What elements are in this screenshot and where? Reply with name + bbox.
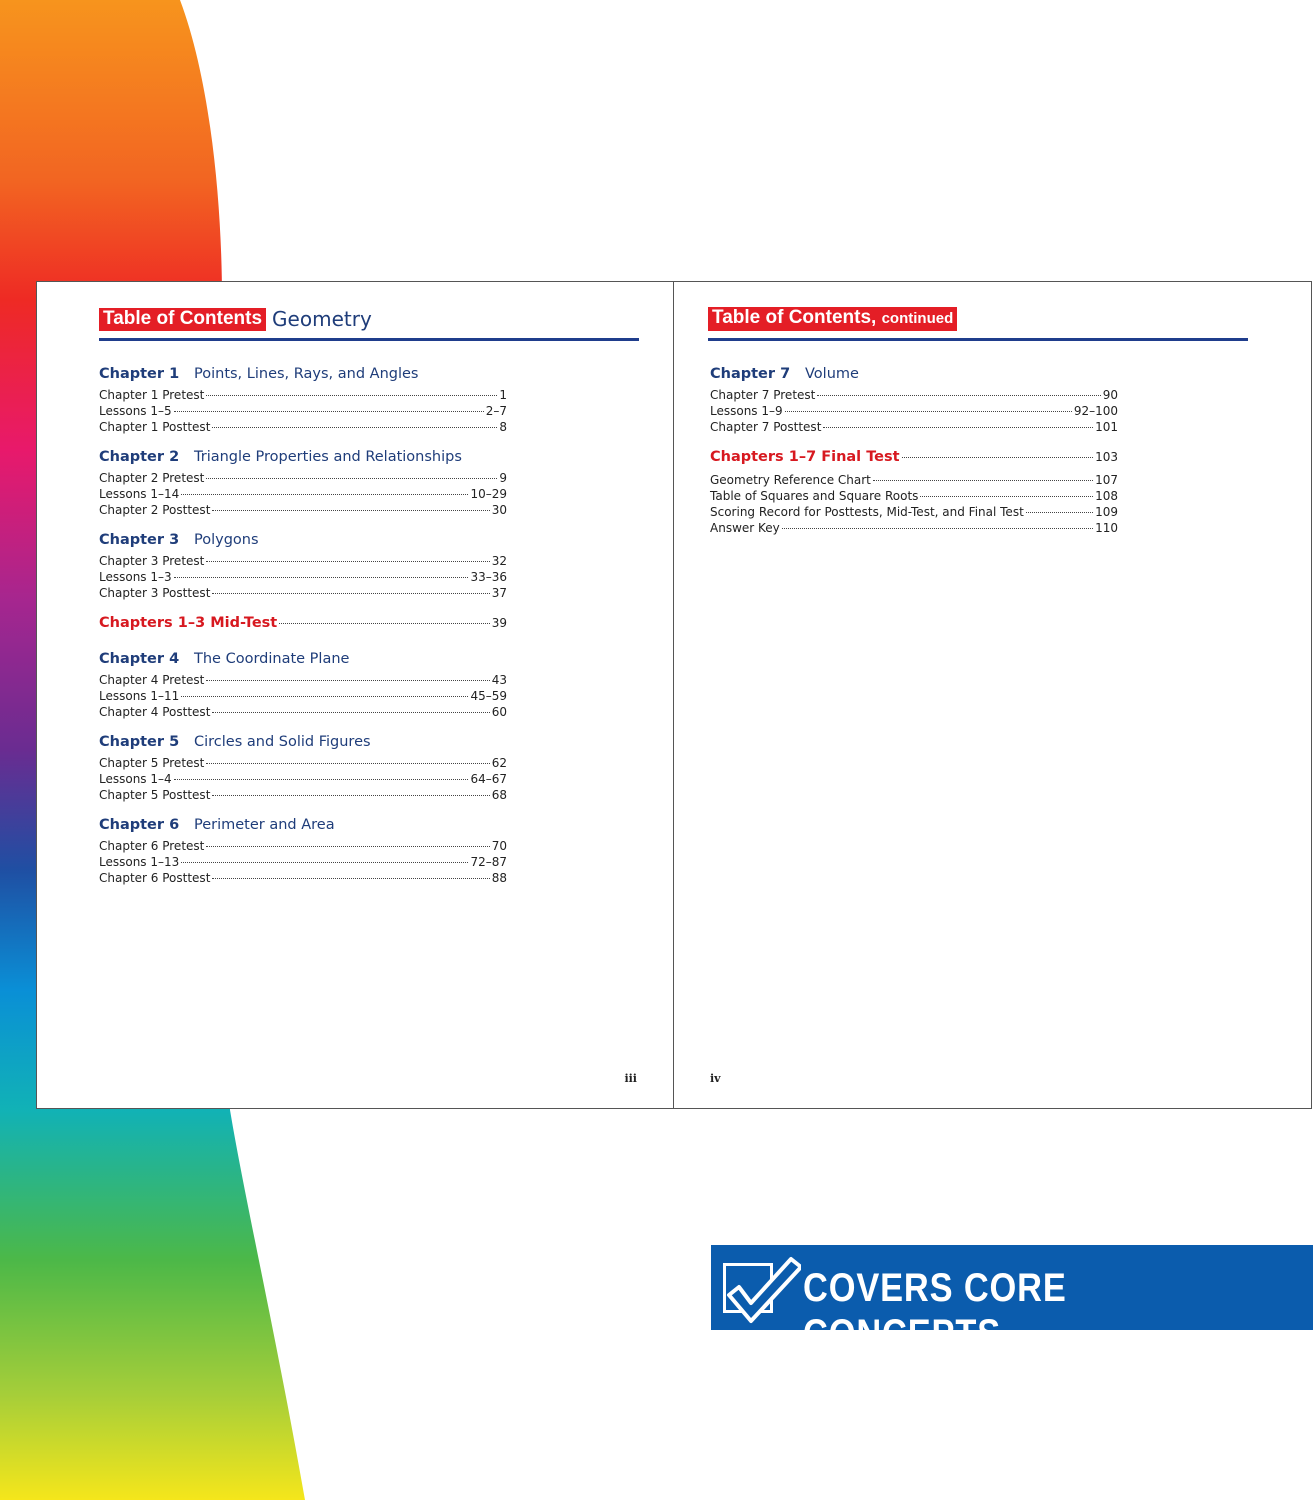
dot-leader: [817, 395, 1100, 396]
toc-entry: [99, 585, 507, 601]
entry-page: 110: [1095, 521, 1118, 535]
chapter-heading: [99, 733, 507, 751]
toc-entry: [99, 787, 507, 803]
toc-entry: [99, 387, 507, 403]
final-test-entry: [710, 448, 1118, 466]
dot-leader: [174, 779, 469, 780]
entry-label: Chapter 1 Posttest: [99, 420, 211, 434]
toc-entry: [99, 486, 507, 502]
toc-entry: [710, 403, 1118, 419]
toc-entry: [99, 419, 507, 435]
chapter-heading: [99, 365, 507, 383]
chapter-label: Chapter 4: [99, 651, 180, 667]
final-test-page: 103: [1095, 450, 1118, 464]
entry-label: Chapter 2 Pretest: [99, 471, 205, 485]
entry-label: Chapter 4 Pretest: [99, 673, 205, 687]
toc-entry: [710, 488, 1118, 504]
chapter-title: Points, Lines, Rays, and Angles: [194, 366, 419, 382]
entry-label: Chapter 5 Pretest: [99, 756, 205, 770]
toc-entry: [99, 672, 507, 688]
dot-leader: [206, 680, 489, 681]
checkmark-icon: [721, 1251, 801, 1326]
chapter-title: Polygons: [194, 532, 259, 548]
entry-label: Chapter 6 Posttest: [99, 871, 211, 885]
entry-label: Chapter 3 Pretest: [99, 554, 205, 568]
dot-leader: [920, 496, 1093, 497]
toc-entry: [99, 688, 507, 704]
toc-entry: [710, 472, 1118, 488]
chapter-label: Chapter 1: [99, 366, 180, 382]
toc-entry: [99, 470, 507, 486]
toc-entry: [710, 387, 1118, 403]
entry-page: 109: [1095, 505, 1118, 519]
toc-list: [710, 365, 1118, 536]
mid-test-entry: [99, 614, 507, 632]
dot-leader: [206, 846, 489, 847]
entry-page: 9: [499, 471, 507, 485]
dot-leader: [212, 878, 489, 879]
chapter-title: The Coordinate Plane: [194, 651, 350, 667]
header-rule: [708, 338, 1248, 341]
header-rule: [99, 338, 639, 341]
page-number: iv: [710, 1072, 721, 1085]
book-spread: [36, 281, 1312, 1109]
entry-page: 62: [491, 756, 507, 770]
dot-leader: [212, 510, 489, 511]
entry-page: 107: [1095, 473, 1118, 487]
entry-label: Lessons 1–9: [710, 404, 783, 418]
entry-label: Chapter 7 Pretest: [710, 388, 816, 402]
entry-label: Lessons 1–14: [99, 487, 180, 501]
entry-label: Scoring Record for Posttests, Mid-Test, and Final Test: [710, 505, 1024, 519]
toc-header: [708, 307, 1248, 339]
chapter-heading: [99, 448, 507, 466]
toc-header: [99, 307, 639, 339]
chapter-section: [99, 650, 507, 720]
entry-page: 60: [491, 705, 507, 719]
toc-entry: [99, 838, 507, 854]
entry-page: 10–29: [470, 487, 507, 501]
chapter-label: Chapter 3: [99, 532, 180, 548]
toc-badge: Table of Contents: [99, 308, 266, 331]
dot-leader: [279, 623, 489, 624]
chapter-title: Volume: [805, 366, 859, 382]
entry-label: Lessons 1–13: [99, 855, 180, 869]
mid-test-label: Chapters 1–3 Mid-Test: [99, 615, 278, 631]
entry-page: 1: [499, 388, 507, 402]
dot-leader: [782, 528, 1093, 529]
dot-leader: [823, 427, 1093, 428]
chapter-section: [99, 816, 507, 886]
chapter-label: Chapter 5: [99, 734, 180, 750]
dot-leader: [181, 862, 468, 863]
toc-subject: Geometry: [272, 307, 372, 331]
chapter-heading: [99, 531, 507, 549]
entry-page: 108: [1095, 489, 1118, 503]
chapter-title: Triangle Properties and Relationships: [194, 449, 462, 465]
toc-entry: [99, 771, 507, 787]
entry-label: Chapter 3 Posttest: [99, 586, 211, 600]
right-page: [674, 282, 1312, 1108]
toc-entry: [710, 419, 1118, 435]
chapter-heading: [99, 650, 507, 668]
entry-label: Answer Key: [710, 521, 780, 535]
dot-leader: [212, 712, 489, 713]
chapter-title: Perimeter and Area: [194, 817, 335, 833]
toc-entry: [99, 403, 507, 419]
chapter-title: Circles and Solid Figures: [194, 734, 371, 750]
entry-label: Lessons 1–4: [99, 772, 172, 786]
toc-entry: [99, 755, 507, 771]
chapter-section: [710, 365, 1118, 435]
entry-page: 43: [491, 673, 507, 687]
entry-label: Lessons 1–3: [99, 570, 172, 584]
chapter-label: Chapter 6: [99, 817, 180, 833]
entry-page: 30: [491, 503, 507, 517]
toc-list: [99, 365, 507, 899]
left-page: [37, 282, 674, 1108]
entry-page: 70: [491, 839, 507, 853]
mid-test-page: 39: [491, 616, 507, 630]
toc-entry: [710, 504, 1118, 520]
entry-label: Chapter 5 Posttest: [99, 788, 211, 802]
entry-label: Chapter 1 Pretest: [99, 388, 205, 402]
dot-leader: [873, 480, 1093, 481]
dot-leader: [785, 411, 1072, 412]
dot-leader: [902, 457, 1094, 458]
entry-label: Table of Squares and Square Roots: [710, 489, 919, 503]
toc-badge-suffix: continued: [881, 310, 954, 327]
final-test-label: Chapters 1–7 Final Test: [710, 449, 900, 465]
dot-leader: [1026, 512, 1093, 513]
entry-page: 8: [499, 420, 507, 434]
dot-leader: [212, 427, 497, 428]
entry-label: Geometry Reference Chart: [710, 473, 871, 487]
dot-leader: [181, 696, 468, 697]
dot-leader: [181, 494, 468, 495]
entry-label: Lessons 1–5: [99, 404, 172, 418]
page-number: iii: [624, 1072, 637, 1085]
entry-label: Chapter 2 Posttest: [99, 503, 211, 517]
entry-label: Lessons 1–11: [99, 689, 180, 703]
entry-label: Chapter 6 Pretest: [99, 839, 205, 853]
entry-page: 32: [491, 554, 507, 568]
entry-page: 64–67: [470, 772, 507, 786]
dot-leader: [206, 561, 489, 562]
toc-entry: [99, 854, 507, 870]
chapter-label: Chapter 7: [710, 366, 791, 382]
dot-leader: [206, 395, 497, 396]
entry-page: 33–36: [470, 570, 507, 584]
banner-text: COVERS CORE CONCEPTS: [803, 1266, 1067, 1356]
chapter-section: [99, 531, 507, 601]
entry-page: 68: [491, 788, 507, 802]
toc-entry: [99, 704, 507, 720]
entry-page: 88: [491, 871, 507, 885]
dot-leader: [206, 763, 489, 764]
toc-badge-text: Table of Contents,: [712, 307, 877, 328]
toc-entry: [710, 520, 1118, 536]
entry-label: Chapter 7 Posttest: [710, 420, 822, 434]
chapter-label: Chapter 2: [99, 449, 180, 465]
dot-leader: [206, 478, 497, 479]
dot-leader: [212, 795, 489, 796]
toc-entry: [99, 569, 507, 585]
dot-leader: [212, 593, 489, 594]
chapter-heading: [710, 365, 1118, 383]
dot-leader: [174, 411, 484, 412]
entry-page: 72–87: [470, 855, 507, 869]
entry-page: 45–59: [470, 689, 507, 703]
chapter-section: [99, 733, 507, 803]
entry-page: 92–100: [1073, 404, 1118, 418]
entry-label: Chapter 4 Posttest: [99, 705, 211, 719]
toc-entry: [99, 553, 507, 569]
core-concepts-banner: [711, 1245, 1313, 1356]
toc-badge: [708, 307, 957, 331]
toc-entry: [99, 870, 507, 886]
entry-page: 2–7: [485, 404, 507, 418]
entry-page: 90: [1102, 388, 1118, 402]
chapter-section: [99, 365, 507, 435]
toc-entry: [99, 502, 507, 518]
dot-leader: [174, 577, 469, 578]
chapter-heading: [99, 816, 507, 834]
chapter-section: [99, 448, 507, 518]
entry-page: 101: [1095, 420, 1118, 434]
entry-page: 37: [491, 586, 507, 600]
